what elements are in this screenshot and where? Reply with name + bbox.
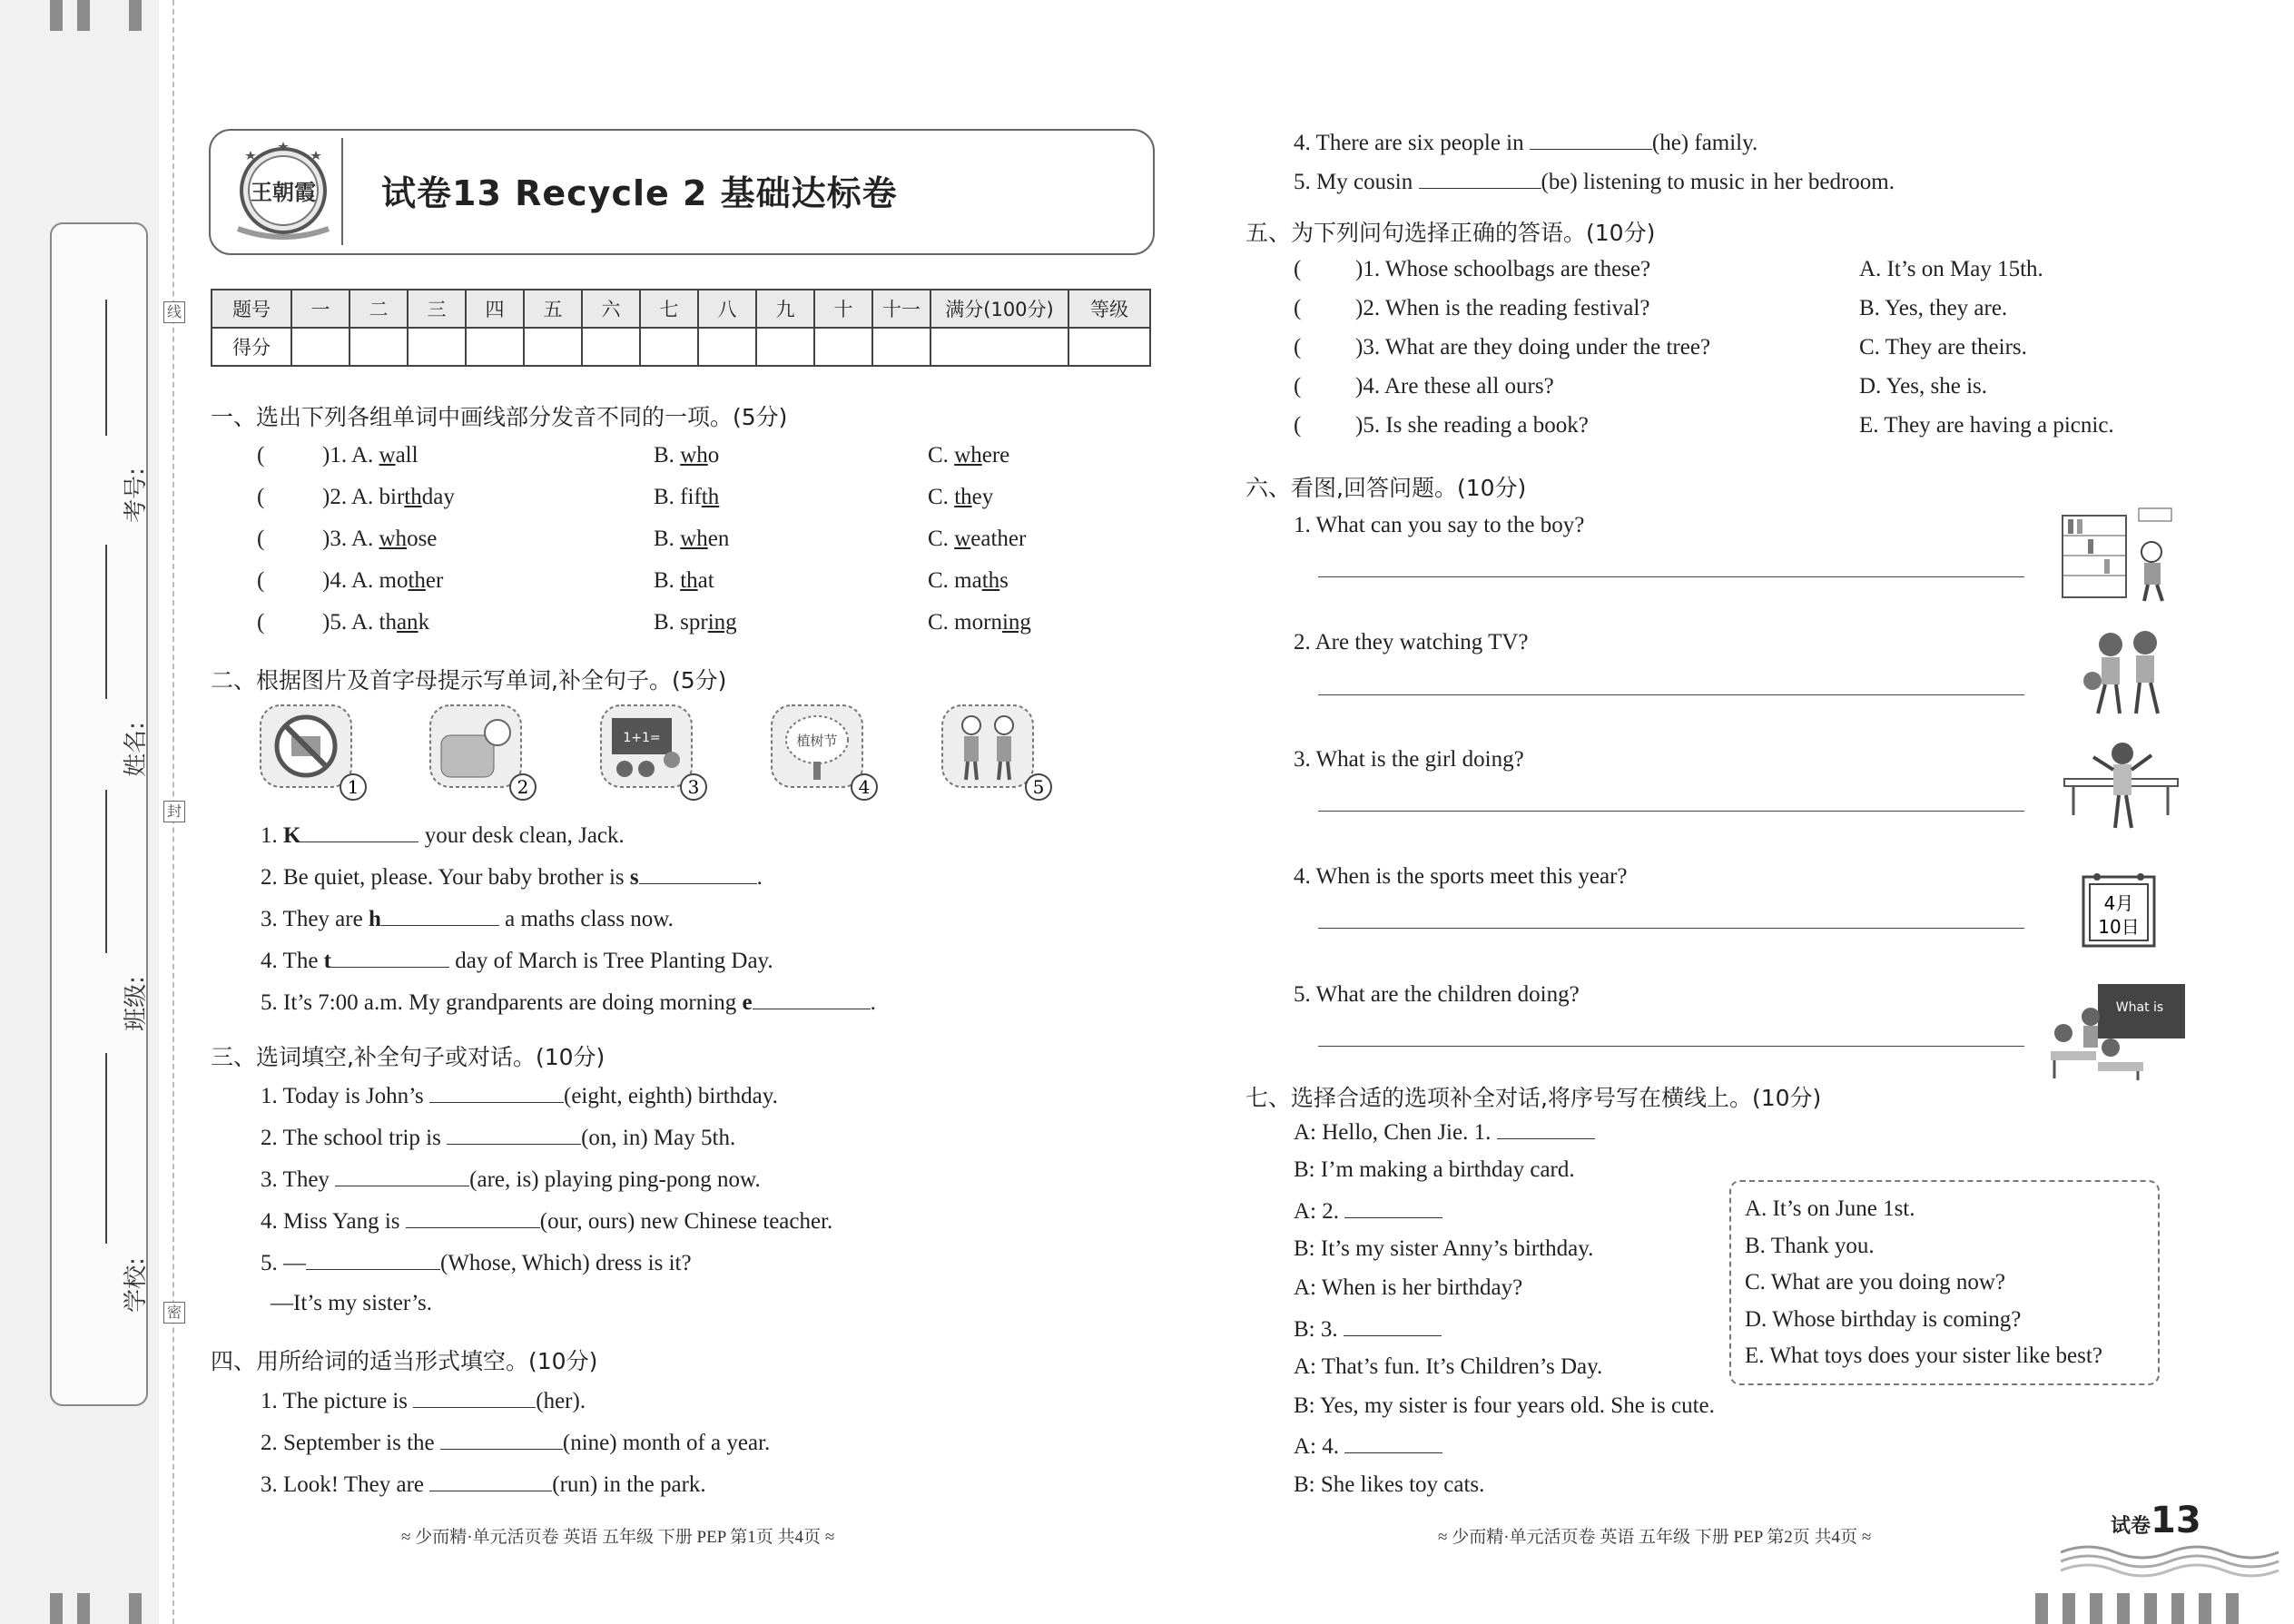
fill-sentence [261, 1387, 586, 1414]
answer-blank[interactable] [753, 989, 871, 1009]
answer-blank[interactable] [335, 1166, 469, 1186]
text: ose [407, 527, 438, 551]
answer-line[interactable] [1318, 811, 2024, 812]
text: 1. The picture is [261, 1389, 414, 1413]
paper-number-badge: 试卷13 [2111, 1500, 2201, 1541]
footer-left: ≈ 少而精·单元活页卷 英语 五年级 下册 PEP 第1页 共4页 ≈ [401, 1528, 835, 1547]
picture-question: 3. What is the girl doing? [1294, 747, 1524, 772]
text: 1. [261, 823, 283, 848]
answer-blank[interactable] [300, 822, 418, 842]
underlined-sound: th [680, 568, 698, 593]
text: (Whose, Which) dress is it? [440, 1251, 692, 1275]
answer-blank[interactable] [429, 1471, 552, 1491]
underlined-sound: th [981, 568, 1000, 593]
dialog-line [1294, 1157, 1575, 1183]
option-b [654, 568, 714, 594]
picture-question: 4. When is the sports meet this year? [1294, 864, 1628, 889]
table-header-cell: 题号 [212, 290, 291, 328]
svg-text:植树节: 植树节 [796, 733, 838, 749]
text: 4. There are six people in [1294, 131, 1530, 155]
picture-sleeping-baby [428, 704, 537, 808]
dialog-line [1294, 1432, 1442, 1460]
table-header-cell: 七 [640, 290, 698, 328]
text: (run) in the park. [552, 1472, 706, 1497]
hint-letter: K [283, 823, 301, 848]
underlined-sound: wh [954, 443, 982, 468]
hint-letter: s [629, 865, 639, 890]
answer-blank[interactable] [429, 1082, 564, 1103]
text: all [395, 443, 418, 468]
calendar-icon [2081, 870, 2159, 954]
text: 5. — [261, 1251, 306, 1275]
text: C. morn [928, 610, 1002, 635]
option-a [322, 527, 437, 552]
answer-blank[interactable] [1530, 129, 1652, 150]
text: B. [654, 443, 681, 468]
seal-mark: 密 [163, 1302, 185, 1324]
option-c [928, 610, 1031, 635]
option-a [322, 443, 418, 468]
text: C. [928, 443, 955, 468]
answer-line[interactable] [1318, 1046, 2024, 1047]
underlined-sound: wh [680, 443, 708, 468]
answer-option: D. Yes, she is. [1859, 374, 1988, 399]
picture-question: 2. Are they watching TV? [1294, 630, 1529, 655]
dialog-line [1294, 1393, 1715, 1419]
table-header-cell: 等级 [1068, 290, 1150, 328]
text: (on, in) May 5th. [581, 1126, 736, 1150]
score-cell[interactable] [814, 328, 872, 366]
text: er [425, 568, 444, 593]
text: 4. The [261, 949, 324, 973]
answer-blank[interactable] [1344, 1432, 1442, 1453]
score-cell[interactable] [350, 328, 408, 366]
answer-option: A. It’s on May 15th. [1859, 257, 2043, 281]
svg-text:4: 4 [858, 776, 871, 798]
answer-paren[interactable]: ( [1294, 374, 1302, 399]
publisher-logo [225, 138, 343, 245]
text: 2. The school trip is [261, 1126, 448, 1150]
fill-sentence [261, 905, 674, 932]
score-cell[interactable] [640, 328, 698, 366]
text: C. [928, 485, 955, 509]
picture-english-class [2047, 980, 2188, 1085]
text: 4. Miss Yang is [261, 1209, 406, 1234]
score-cell[interactable] [698, 328, 756, 366]
dialog-line [1294, 1236, 1593, 1262]
fill-sentence [1294, 168, 1895, 195]
hint-letter: e [742, 990, 753, 1015]
option-b [654, 443, 719, 468]
text: bir [379, 485, 405, 509]
exam-number-field[interactable] [105, 300, 107, 436]
seal-mark: 封 [163, 801, 185, 822]
answer-blank[interactable] [639, 863, 757, 884]
picture-playing-basketball [2074, 626, 2183, 726]
text: (nine) month of a year. [562, 1431, 771, 1455]
fill-sentence [261, 1471, 706, 1498]
fill-sentence [261, 1249, 692, 1276]
text: 1. Today is John’s [261, 1084, 429, 1108]
score-cell[interactable] [524, 328, 582, 366]
table-header-cell: 八 [698, 290, 756, 328]
fill-sentence [261, 989, 876, 1016]
name-field[interactable] [105, 545, 107, 699]
question: )4. Are these all ours? [1355, 374, 1554, 399]
section-1-title: 一、选出下列各组单词中画线部分发音不同的一项。(5分) [211, 404, 788, 430]
answer-option: B. Yes, they are. [1859, 296, 2008, 320]
picture-no-eating [259, 704, 368, 808]
school-field[interactable] [105, 1053, 107, 1244]
text: 5. My cousin [1294, 170, 1419, 194]
section-2-title: 二、根据图片及首字母提示写单词,补全句子。(5分) [211, 667, 727, 694]
question: )5. Is she reading a book? [1355, 413, 1589, 438]
fill-sentence [261, 1124, 735, 1151]
dialog-reply: —It’s my sister’s. [271, 1291, 433, 1315]
exam-number-label: 考号: [122, 468, 150, 523]
fill-sentence [1294, 129, 1757, 156]
text: (are, is) playing ping-pong now. [469, 1167, 761, 1192]
text: (our, ours) new Chinese teacher. [539, 1209, 833, 1234]
option-c [928, 485, 993, 510]
text: B: 3. [1294, 1316, 1344, 1342]
text: B: She likes toy cats. [1294, 1471, 1485, 1497]
svg-text:2: 2 [517, 776, 529, 798]
student-info-panel [50, 222, 148, 1406]
seal-mark: 线 [163, 301, 185, 323]
dialog-line [1294, 1197, 1442, 1225]
text: C. [928, 527, 955, 551]
text: B. spr [654, 610, 708, 635]
text: a maths class now. [498, 907, 674, 931]
underlined-sound: an [396, 610, 418, 635]
text: th [379, 610, 397, 635]
score-cell[interactable] [408, 328, 466, 366]
question: )3. What are they doing under the tree? [1355, 335, 1711, 359]
text: (eight, eighth) birthday. [564, 1084, 778, 1108]
text: 2. Be quiet, please. Your baby brother is [261, 865, 630, 890]
text: )5. A. [322, 610, 379, 635]
answer-blank[interactable] [1344, 1315, 1442, 1336]
text: ey [971, 485, 994, 509]
option-a [322, 568, 443, 594]
option-a [322, 485, 455, 510]
text: B. fif [654, 485, 702, 509]
table-header-cell: 满分(100分) [930, 290, 1068, 328]
text: at [697, 568, 714, 593]
section-3-title: 三、选词填空,补全句子或对话。(10分) [211, 1044, 605, 1070]
dialog-line [1294, 1315, 1442, 1343]
fill-sentence [261, 1429, 770, 1456]
answer-blank[interactable] [440, 1429, 563, 1450]
dialog-line [1294, 1354, 1602, 1380]
answer-blank[interactable] [306, 1249, 440, 1270]
table-row-label: 得分 [212, 328, 291, 366]
text: 2. September is the [261, 1431, 440, 1455]
answer-paren[interactable]: ( [1294, 296, 1302, 320]
option-c [928, 568, 1009, 594]
table-header-cell: 十 [814, 290, 872, 328]
dialog-line [1294, 1118, 1595, 1146]
fill-sentence [261, 822, 625, 849]
underlined-sound: th [404, 485, 422, 509]
text: 3. They [261, 1167, 336, 1192]
underlined-sound: th [701, 485, 720, 509]
answer-paren[interactable]: ( [1294, 413, 1302, 438]
score-cell[interactable] [466, 328, 524, 366]
picture-question: 5. What are the children doing? [1294, 982, 1580, 1007]
text: )4. A. [322, 568, 379, 593]
underlined-sound: th [408, 568, 426, 593]
underlined-sound: w [379, 443, 396, 468]
table-header-cell: 三 [408, 290, 466, 328]
class-field[interactable] [105, 790, 107, 953]
class-label: 班级: [122, 976, 150, 1031]
answer-paren[interactable]: ( [257, 527, 265, 551]
svg-text:What is: What is [2115, 1000, 2164, 1015]
picture-maths-class [599, 704, 708, 808]
underlined-sound: ing [707, 610, 737, 635]
svg-text:3: 3 [687, 776, 700, 798]
option-b [654, 610, 737, 635]
option-a [322, 610, 429, 635]
hint-letter: t [323, 949, 331, 973]
text: . [756, 865, 763, 890]
table-header-cell: 十一 [872, 290, 930, 328]
answer-blank[interactable] [1419, 168, 1541, 189]
score-table [211, 289, 1151, 367]
text: B: Yes, my sister is four years old. She is cute. [1294, 1393, 1715, 1419]
text: )3. A. [322, 527, 379, 551]
answer-paren[interactable]: ( [257, 485, 265, 509]
table-header-cell: 四 [466, 290, 524, 328]
fill-sentence [261, 1207, 832, 1235]
fill-sentence [261, 1166, 761, 1193]
answer-paren[interactable]: ( [1294, 257, 1302, 281]
answer-paren[interactable]: ( [1294, 335, 1302, 359]
answer-blank[interactable] [413, 1387, 536, 1408]
underlined-sound: wh [379, 527, 408, 551]
answer-paren[interactable]: ( [257, 610, 265, 635]
wave-decoration [2061, 1534, 2294, 1580]
text: B. [654, 527, 681, 551]
answer-paren[interactable]: ( [257, 568, 265, 593]
picture-morning-exercise [940, 704, 1058, 808]
underlined-sound: wh [680, 527, 708, 551]
score-cell[interactable] [582, 328, 640, 366]
picture-girl-dancing [2061, 737, 2183, 842]
answer-blank[interactable] [1497, 1118, 1595, 1139]
text: A: 2. [1294, 1198, 1345, 1224]
answer-option: E. They are having a picnic. [1859, 413, 2114, 438]
table-header-cell: 一 [291, 290, 350, 328]
svg-text:5: 5 [1032, 776, 1045, 798]
dialog-option: E. What toys does your sister like best? [1745, 1343, 2102, 1368]
text: A: When is her birthday? [1294, 1275, 1523, 1301]
text: A: Hello, Chen Jie. 1. [1294, 1120, 1497, 1145]
svg-text:4月: 4月 [2103, 892, 2134, 914]
picture-library-boy [2061, 507, 2179, 611]
score-cell[interactable] [1068, 328, 1150, 366]
text: )2. A. [322, 485, 379, 509]
text: mo [379, 568, 409, 593]
svg-text:1: 1 [347, 776, 359, 798]
text: 3. They are [261, 907, 369, 931]
page-title: 试卷13 Recycle 2 基础达标卷 [381, 173, 898, 213]
underlined-sound: w [954, 527, 971, 551]
text: your desk clean, Jack. [418, 823, 625, 848]
text: (her). [536, 1389, 586, 1413]
dialog-option: B. Thank you. [1745, 1233, 1875, 1258]
score-cell[interactable] [872, 328, 930, 366]
question: )2. When is the reading festival? [1355, 296, 1650, 320]
answer-line[interactable] [1318, 928, 2024, 929]
option-b [654, 485, 719, 510]
section-5-title: 五、为下列问句选择正确的答语。(10分) [1245, 220, 1656, 246]
footer-right: ≈ 少而精·单元活页卷 英语 五年级 下册 PEP 第2页 共4页 ≈ [1438, 1528, 1872, 1547]
option-c [928, 443, 1009, 468]
answer-line[interactable] [1318, 694, 2024, 695]
text: (he) family. [1651, 131, 1758, 155]
picture-tree-planting-day [770, 704, 879, 808]
text: C. ma [928, 568, 982, 593]
table-header-cell: 九 [756, 290, 814, 328]
text: . [870, 990, 876, 1015]
answer-blank[interactable] [447, 1124, 581, 1145]
svg-text:10日: 10日 [2098, 916, 2140, 938]
text: B: It’s my sister Anny’s birthday. [1294, 1235, 1594, 1261]
table-header-cell: 二 [350, 290, 408, 328]
text: 5. It’s 7:00 a.m. My grandparents are doing morning [261, 990, 743, 1015]
table-header-cell: 五 [524, 290, 582, 328]
text: A: That’s fun. It’s Children’s Day. [1294, 1353, 1603, 1379]
text: s [999, 568, 1009, 593]
fill-sentence [261, 1082, 778, 1109]
section-4-title: 四、用所给词的适当形式填空。(10分) [211, 1348, 598, 1374]
option-b [654, 527, 729, 552]
answer-blank[interactable] [381, 905, 499, 926]
svg-text:王朝霞: 王朝霞 [251, 179, 316, 205]
text: )1. A. [322, 443, 379, 468]
answer-option: C. They are theirs. [1859, 335, 2027, 359]
score-cell[interactable] [756, 328, 814, 366]
text: day [421, 485, 455, 509]
text: en [707, 527, 730, 551]
text: k [418, 610, 430, 635]
text: day of March is Tree Planting Day. [449, 949, 773, 973]
underlined-sound: ing [1001, 610, 1031, 635]
option-c [928, 527, 1026, 552]
text: o [707, 443, 720, 468]
dialog-line [1294, 1275, 1522, 1301]
text: B: I’m making a birthday card. [1294, 1157, 1575, 1183]
text: 3. Look! They are [261, 1472, 430, 1497]
text: ere [981, 443, 1010, 468]
fill-sentence [261, 863, 763, 891]
table-header-cell: 六 [582, 290, 640, 328]
school-label: 学校: [122, 1257, 150, 1313]
text: eather [970, 527, 1027, 551]
name-label: 姓名: [122, 722, 150, 777]
text: (be) listening to music in her bedroom. [1541, 170, 1895, 194]
dialog-option: A. It’s on June 1st. [1745, 1196, 1915, 1221]
picture-question: 1. What can you say to the boy? [1294, 513, 1585, 537]
underlined-sound: th [954, 485, 972, 509]
dialog-line [1294, 1472, 1484, 1498]
fill-sentence [261, 947, 773, 974]
section-7-title: 七、选择合适的选项补全对话,将序号写在横线上。(10分) [1245, 1085, 1822, 1111]
answer-paren[interactable]: ( [257, 443, 265, 468]
dialog-option: C. What are you doing now? [1745, 1270, 2005, 1294]
svg-text:1+1=: 1+1= [623, 731, 661, 745]
answer-blank[interactable] [1344, 1197, 1442, 1218]
text: A: 4. [1294, 1434, 1345, 1460]
answer-blank[interactable] [331, 947, 449, 968]
score-cell[interactable] [291, 328, 350, 366]
answer-blank[interactable] [406, 1207, 540, 1228]
text: B. [654, 568, 681, 593]
hint-letter: h [368, 907, 381, 931]
section-6-title: 六、看图,回答问题。(10分) [1245, 475, 1527, 501]
answer-line[interactable] [1318, 576, 2024, 577]
question: )1. Whose schoolbags are these? [1355, 257, 1651, 281]
dialog-option: D. Whose birthday is coming? [1745, 1306, 2022, 1332]
score-cell[interactable] [930, 328, 1068, 366]
